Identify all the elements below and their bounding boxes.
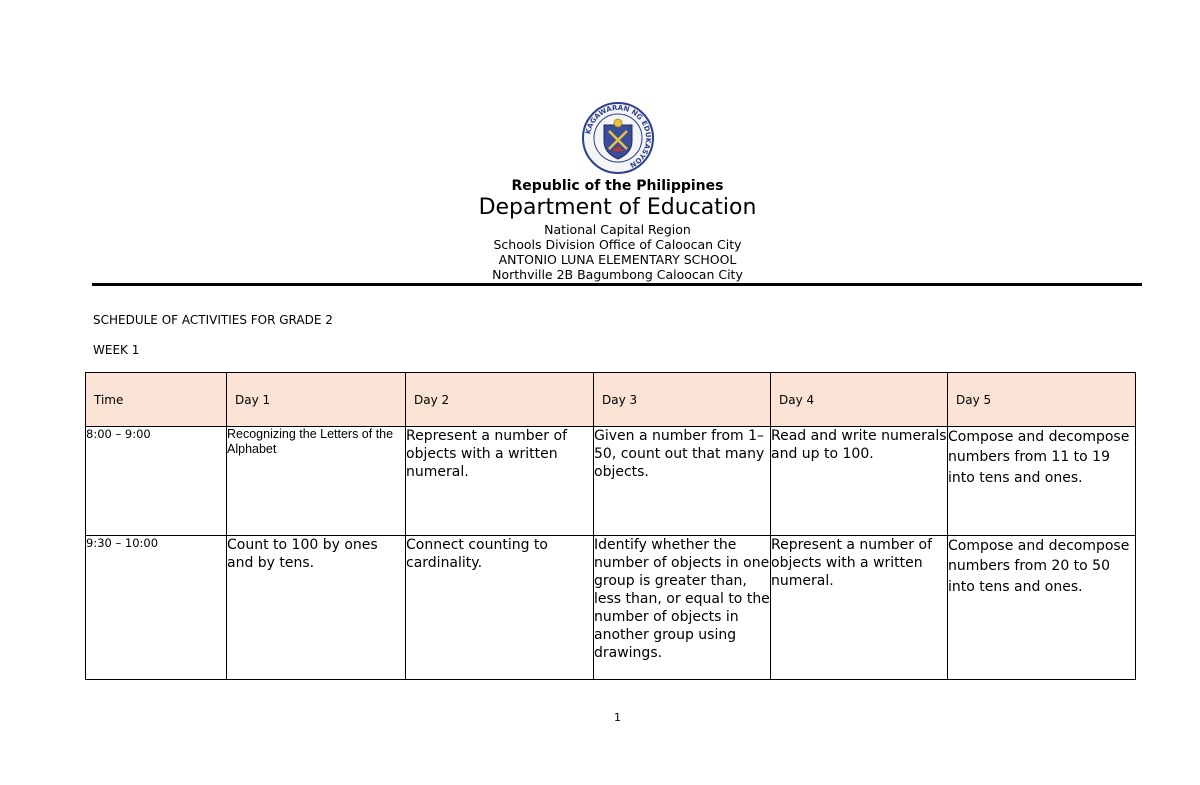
header-cell-time: Time <box>86 373 227 427</box>
table-row <box>86 427 1136 536</box>
activity-cell: Identify whether the number of objects in one group is greater than, less than, or equal to the number of objects in another group using drawings. <box>594 536 771 680</box>
address-line: Northville 2B Bagumbong Caloocan City <box>492 267 743 282</box>
header-cell-day-4: Day 4 <box>771 373 948 427</box>
seal-text: KAGAWARAN NG EDUKASYON <box>584 103 653 169</box>
activity-cell: Compose and decompose numbers from 11 to 19 into tens and ones. <box>948 427 1136 536</box>
schedule-table <box>85 372 1136 680</box>
week-label: WEEK 1 <box>93 343 140 357</box>
activity-cell: Given a number from 1–50, count out that many objects. <box>594 427 771 536</box>
activity-cell: Count to 100 by ones and by tens. <box>227 536 406 680</box>
activity-cell: Represent a number of objects with a written numeral. <box>406 427 594 536</box>
header-cell-day-3: Day 3 <box>594 373 771 427</box>
activity-cell: Connect counting to cardinality. <box>406 536 594 680</box>
activity-cell: Recognizing the Letters of the Alphabet <box>227 427 406 536</box>
time-cell: 8:00 – 9:00 <box>86 427 227 536</box>
header-cell-day-2: Day 2 <box>406 373 594 427</box>
department-heading: Department of Education <box>478 195 757 220</box>
table-header-row <box>86 373 1136 427</box>
header-cell-day-5: Day 5 <box>948 373 1136 427</box>
activity-cell: Read and write numerals and up to 100. <box>771 427 948 536</box>
time-cell: 9:30 – 10:00 <box>86 536 227 680</box>
header-cell-day-1: Day 1 <box>227 373 406 427</box>
table-row <box>86 536 1136 680</box>
activity-cell: Compose and decompose numbers from 20 to 50 into tens and ones. <box>948 536 1136 680</box>
page-number: 1 <box>614 711 621 724</box>
header-divider <box>92 283 1142 286</box>
school-line: ANTONIO LUNA ELEMENTARY SCHOOL <box>498 252 737 267</box>
deped-seal-icon <box>581 101 655 175</box>
activity-cell: Represent a number of objects with a written numeral. <box>771 536 948 680</box>
division-line: Schools Division Office of Caloocan City <box>493 237 742 252</box>
region-line: National Capital Region <box>544 222 691 237</box>
document-title: SCHEDULE OF ACTIVITIES FOR GRADE 2 <box>93 313 333 327</box>
republic-heading: Republic of the Philippines <box>511 178 724 194</box>
